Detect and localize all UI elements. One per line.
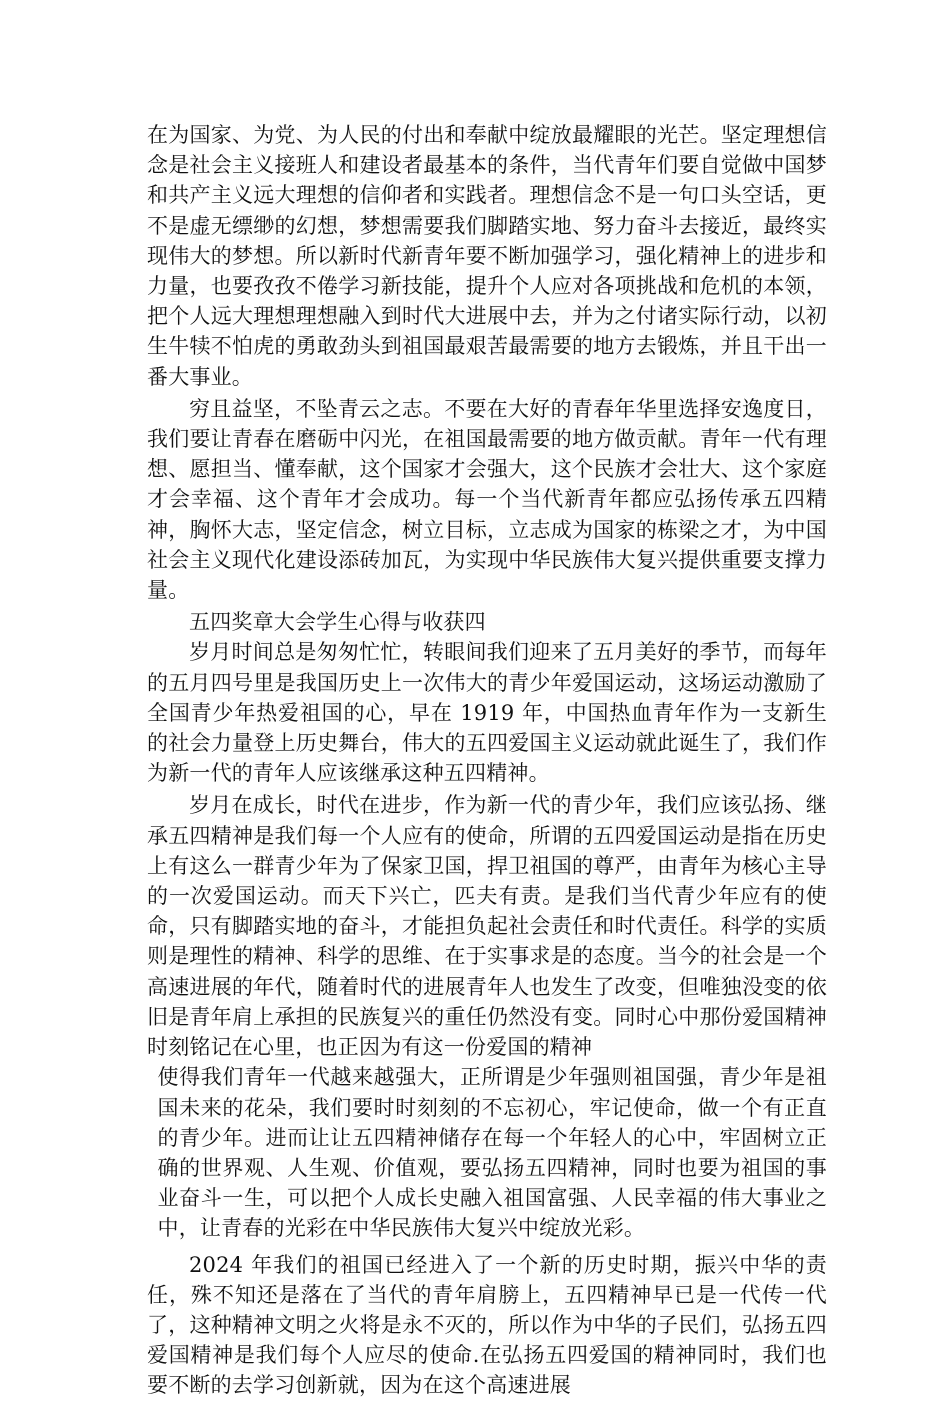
document-body bbox=[147, 120, 827, 1401]
paragraph-4: 岁月在成长，时代在进步，作为新一代的青少年，我们应该弘扬、继承五四精神是我们每一个人应有的使命，所谓的五四爱国运动是指在历史上有这么一群青少年为了保家卫国，捍卫祖国的尊严，由青年为核心主导的一次爱国运动。而天下兴亡，匹夫有责。是我们当代青少年应有的使命，只有脚踏实地的奋斗，才能担负起社会责任和时代责任。科学的实质则是理性的精神、科学的思维、在于实事求是的态度。当今的社会是一个高速进展的年代，随着时代的进展青年人也发生了改变，但唯独没变的依旧是青年肩上承担的民族复兴的重任仍然没有变。同时心中那份爱国精神时刻铭记在心里，也正因为有这一份爱国的精神 bbox=[147, 793, 827, 1060]
paragraph-6: 2024 年我们的祖国已经进入了一个新的历史时期，振兴中华的责任，殊不知还是落在了当代的青年肩膀上，五四精神早已是一代传一代了，这种精神文明之火将是永不灭的，所以作为中华的子民们，弘扬五四爱国精神是我们每个人应尽的使命.在弘扬五四爱国的精神同时，我们也要不断的去学习创新就，因为在这个高速进展 bbox=[147, 1252, 827, 1398]
section-heading: 五四奖章大会学生心得与收获四 bbox=[189, 610, 486, 635]
paragraph-3: 岁月时间总是匆匆忙忙，转眼间我们迎来了五月美好的季节，而每年的五月四号里是我国历史上一次伟大的青少年爱国运动，这场运动激励了全国青少年热爱祖国的心，早在 1919 年，中国热血青年作为一支新生的社会力量登上历史舞台，伟大的五四爱国主义运动就此诞生了，我们作为新一代的青年人应该继承这种五四精神。 bbox=[147, 640, 827, 786]
paragraph-2: 穷且益坚，不坠青云之志。不要在大好的青春年华里选择安逸度日，我们要让青春在磨砺中闪光，在祖国最需要的地方做贡献。青年一代有理想、愿担当、懂奉献，这个国家才会强大，这个民族才会壮大、这个家庭才会幸福、这个青年才会成功。每一个当代新青年都应弘扬传承五四精神，胸怀大志，坚定信念，树立目标，立志成为国家的栋梁之才，为中国社会主义现代化建设添砖加瓦，为实现中华民族伟大复兴提供重要支撑力量。 bbox=[147, 396, 827, 603]
paragraph-1: 在为国家、为党、为人民的付出和奉献中绽放最耀眼的光芒。坚定理想信念是社会主义接班人和建设者最基本的条件，当代青年们要自觉做中国梦和共产主义远大理想的信仰者和实践者。理想信念不是一句口头空话，更不是虚无缥缈的幻想，梦想需要我们脚踏实地、努力奋斗去接近，最终实现伟大的梦想。所以新时代新青年要不断加强学习，强化精神上的进步和力量，也要孜孜不倦学习新技能，提升个人应对各项挑战和危机的本领，把个人远大理想理想融入到时代大进展中去，并为之付诸实际行动，以初生牛犊不怕虎的勇敢劲头到祖国最艰苦最需要的地方去锻炼，并且干出一番大事业。 bbox=[147, 123, 827, 389]
paragraph-5: 使得我们青年一代越来越强大，正所谓是少年强则祖国强，青少年是祖国未来的花朵，我们要时时刻刻的不忘初心，牢记使命，做一个有正直的青少年。进而让让五四精神储存在每一个年轻人的心中，牢固树立正确的世界观、人生观、价值观，要弘扬五四精神，同时也要为祖国的事业奋斗一生，可以把个人成长史融入祖国富强、人民幸福的伟大事业之中，让青春的光彩在中华民族伟大复兴中绽放光彩。 bbox=[157, 1065, 827, 1241]
